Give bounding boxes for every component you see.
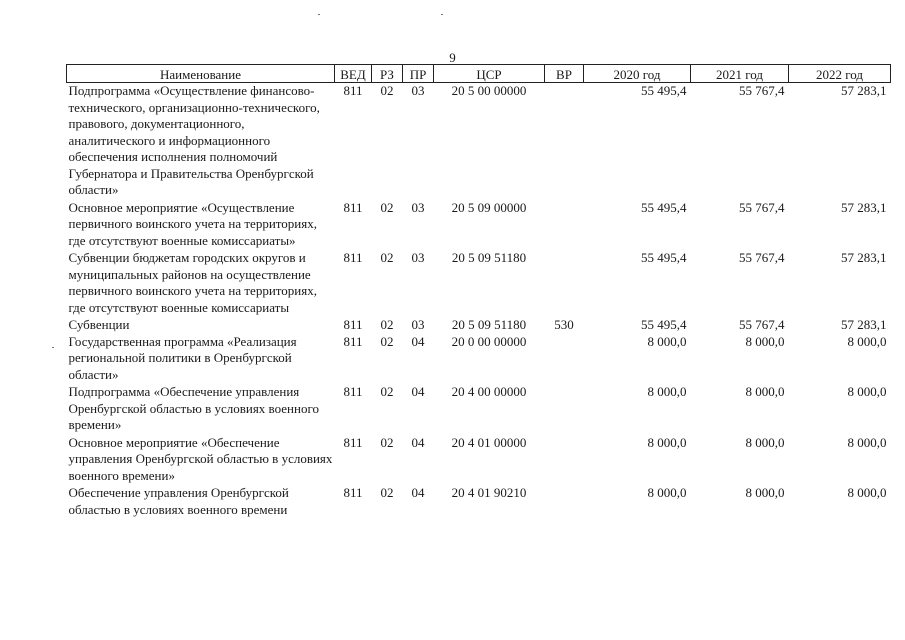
row-2021: 8 000,0 xyxy=(745,384,785,399)
table-row xyxy=(67,83,891,199)
table-row xyxy=(67,383,891,434)
row-2020: 8 000,0 xyxy=(647,384,687,399)
row-pr: 04 xyxy=(411,434,425,450)
row-name: Основное мероприятие «Осуществление первичного воинского учета на территориях, где отсутствуют военные комиссариаты» xyxy=(68,199,317,248)
table-row xyxy=(67,249,891,316)
header-2022: 2022 год xyxy=(789,65,891,83)
row-vr xyxy=(545,199,584,250)
row-vr xyxy=(545,434,584,485)
row-csr: 20 4 01 00000 xyxy=(451,434,527,450)
table-body xyxy=(67,83,891,519)
row-2021: 8 000,0 xyxy=(745,434,785,450)
row-pr: 03 xyxy=(411,250,425,265)
row-pr: 03 xyxy=(411,83,425,98)
row-rz: 02 xyxy=(380,250,394,265)
row-vr xyxy=(545,383,584,434)
row-rz: 02 xyxy=(380,384,394,399)
header-csr: ЦСР xyxy=(434,65,545,83)
row-pr: 04 xyxy=(411,485,425,500)
row-pr: 04 xyxy=(411,333,425,349)
row-2020: 8 000,0 xyxy=(647,434,687,450)
page-number: 9 xyxy=(449,50,456,65)
row-2020: 8 000,0 xyxy=(647,333,687,349)
row-ved: 811 xyxy=(343,83,363,98)
row-csr: 20 4 01 90210 xyxy=(451,485,527,500)
row-pr: 03 xyxy=(411,317,425,332)
table-header xyxy=(67,65,891,83)
row-2022: 57 283,1 xyxy=(841,83,887,98)
row-2022: 8 000,0 xyxy=(847,434,887,450)
row-ved: 811 xyxy=(343,384,363,399)
row-pr: 03 xyxy=(411,199,425,215)
row-rz: 02 xyxy=(380,434,394,450)
row-vr xyxy=(545,484,584,518)
row-ved: 811 xyxy=(343,250,363,265)
row-rz: 02 xyxy=(380,199,394,215)
row-rz: 02 xyxy=(380,83,394,98)
row-name: Подпрограмма «Обеспечение управления Оренбургской областью в условиях военного времени» xyxy=(68,384,319,432)
row-rz: 02 xyxy=(380,485,394,500)
table-row xyxy=(67,434,891,485)
header-pr: ПР xyxy=(403,65,434,83)
row-name: Государственная программа «Реализация региональной политики в Оренбургской области» xyxy=(68,333,297,382)
row-vr xyxy=(545,334,584,384)
row-2020: 55 495,4 xyxy=(641,83,687,98)
row-vr xyxy=(545,249,584,316)
row-rz: 02 xyxy=(380,317,394,332)
table-row xyxy=(67,334,891,384)
row-ved: 811 xyxy=(343,333,363,349)
row-name: Основное мероприятие «Обеспечение управления Оренбургской областью в условиях военного времени» xyxy=(68,434,333,483)
header-rz: РЗ xyxy=(372,65,403,83)
header-ved: ВЕД xyxy=(335,65,372,83)
row-2022: 57 283,1 xyxy=(841,317,887,332)
row-2021: 55 767,4 xyxy=(739,317,785,332)
scan-speck xyxy=(52,347,54,348)
row-csr: 20 5 09 51180 xyxy=(451,250,527,265)
row-name: Подпрограмма «Осуществление финансово-технического, организационно-технического, правового, документационного, аналитического и информационного обеспечения исполнения полномочий Губернатора и Правительства Оренбургской области» xyxy=(68,83,320,197)
row-rz: 02 xyxy=(380,333,394,349)
row-2021: 55 767,4 xyxy=(739,250,785,265)
row-csr: 20 4 00 00000 xyxy=(451,384,527,399)
row-ved: 811 xyxy=(343,434,363,450)
row-2021: 8 000,0 xyxy=(745,333,785,349)
scan-speck xyxy=(441,14,443,15)
row-2022: 57 283,1 xyxy=(841,199,887,215)
row-2020: 55 495,4 xyxy=(641,250,687,265)
table-row xyxy=(67,484,891,518)
scan-speck xyxy=(318,14,320,15)
row-ved: 811 xyxy=(343,485,363,500)
row-2022: 8 000,0 xyxy=(847,485,887,500)
row-ved: 811 xyxy=(343,199,363,215)
row-2022: 8 000,0 xyxy=(847,384,887,399)
header-vr: ВР xyxy=(545,65,584,83)
row-2021: 8 000,0 xyxy=(745,485,785,500)
row-2020: 55 495,4 xyxy=(641,199,687,215)
row-2022: 57 283,1 xyxy=(841,250,887,265)
row-2022: 8 000,0 xyxy=(847,333,887,349)
row-csr: 20 5 00 00000 xyxy=(451,83,527,98)
row-2021: 55 767,4 xyxy=(739,83,785,98)
header-name: Наименование xyxy=(67,65,335,83)
row-2021: 55 767,4 xyxy=(739,199,785,215)
table-row xyxy=(67,199,891,250)
row-ved: 811 xyxy=(343,317,363,332)
row-vr xyxy=(545,83,584,199)
budget-table xyxy=(66,64,891,518)
row-csr: 20 0 00 00000 xyxy=(451,333,527,349)
row-csr: 20 5 09 51180 xyxy=(451,317,527,332)
row-csr: 20 5 09 00000 xyxy=(451,199,527,215)
header-2020: 2020 год xyxy=(584,65,691,83)
row-vr: 530 xyxy=(554,317,574,332)
row-name: Субвенции бюджетам городских округов и муниципальных районов на осуществление первичного воинского учета на территориях, где отсутствуют военные комиссариаты xyxy=(68,250,317,315)
row-pr: 04 xyxy=(411,384,425,399)
table-row xyxy=(67,316,891,334)
row-name: Субвенции xyxy=(68,317,130,332)
header-2021: 2021 год xyxy=(691,65,789,83)
row-2020: 8 000,0 xyxy=(647,485,687,500)
row-2020: 55 495,4 xyxy=(641,317,687,332)
row-name: Обеспечение управления Оренбургской областью в условиях военного времени xyxy=(68,485,289,517)
